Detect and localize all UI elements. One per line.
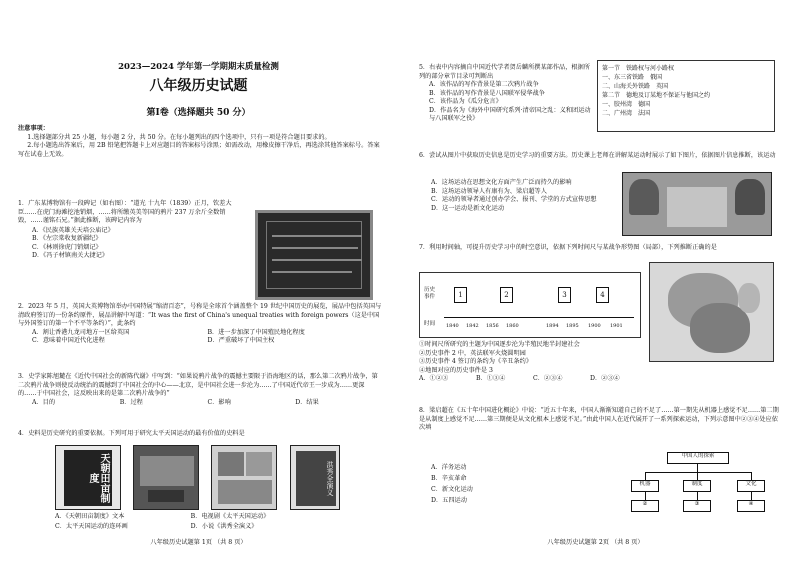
- option: B．电视剧《太平天国运动》: [190, 513, 270, 520]
- notice-item: 2.每小题选出答案后，用 2B 铅笔把答题卡上对应题目的答案标号涂黑；如需改动，用橡皮擦干净后，再选涂其他答案标号。答案写在试卷上无效。: [18, 142, 380, 158]
- novel-cover-image: [290, 445, 340, 510]
- statement: ③历史事件 4 签订的条约为《辛丑条约》: [419, 358, 533, 366]
- timeline-event-box: 2: [500, 287, 513, 303]
- diagram-node: 机器: [631, 480, 659, 492]
- timeline-year: 1840: [446, 323, 459, 329]
- option: D．五四运动: [431, 496, 467, 504]
- option: A．洋务运动: [431, 464, 467, 471]
- option: C．《林则徐虎门销烟记》: [32, 243, 102, 251]
- timeline-year: 1895: [566, 323, 579, 329]
- question-stem: 2．2023 年 5 月，英国大英博物馆举办中国特展“缩清百态”，号称是全球首个涵盖整个 19 世纪中国历史的展览，展品中包括英国与清政府签订的一份条约原件，展品讲解中写道：“It was the first of China's unequal treaties with foreign powers（这是中国与外国签订的第一个不平等条约）”，此条约: [18, 303, 382, 328]
- option-list: [419, 81, 594, 124]
- question-stem: 1．广东某博物馆有一段碑记（如右图）：“道光 十九年（1839）正月，钦差大臣……在虎门海滩挖池销烟，……将所缴英美等国的鸦片 237 万余斤全数销毁，……谨铭石兄。”据此推断，该碑记内容为: [18, 200, 232, 225]
- war-situation-map: [649, 262, 774, 362]
- option: B．过程: [119, 398, 143, 406]
- option: C．太平天国运动的连环画: [55, 522, 128, 530]
- question-stem: 7．利用时间轴，可提升历史学习中的时空意识，依据下列时间尺与某战争形势图（局部），下列推断正确的是: [419, 244, 717, 251]
- table-line: 一、东三省铁路 俄国: [602, 74, 663, 81]
- option: B．进一步加深了中国殖民地化程度: [207, 328, 305, 336]
- statement: ①时间尺所研究的主题为中国逐步沦为半殖民地半封建社会: [419, 341, 580, 348]
- question-7-statements: [419, 341, 647, 384]
- timeline-time-label: 时间: [424, 321, 436, 327]
- option: B．①③④: [476, 375, 506, 383]
- statement: ④地图对应的历史事件是 3: [419, 366, 493, 374]
- option: A．《民族英雄关天培公庙记》: [32, 226, 114, 234]
- option: C．新文化运动: [431, 485, 473, 493]
- option: A．目的: [32, 398, 56, 406]
- option: D．严重破坏了中国主权: [207, 337, 275, 345]
- timeline-year: 1900: [588, 323, 601, 329]
- timeline-year: 1856: [486, 323, 499, 329]
- option: A．①②③: [419, 375, 449, 383]
- diagram-top-box: 中国人的探索: [667, 452, 729, 464]
- book-title-text: 天朝田亩制度: [64, 450, 112, 506]
- timeline-axis: [444, 317, 634, 318]
- timeline-year: 1894: [546, 323, 559, 329]
- option: D．作品名为《海外中国研究系列·清帝国之乱：义和团运动与八国联军之役》: [429, 106, 591, 123]
- option-list: [18, 227, 243, 261]
- table-line: 第一节 铁路权与河小路权: [602, 65, 675, 72]
- question-stem: 4．史料是历史研究的重要依据。下列可用于研究太平天国运动的最有价值的史料是: [18, 430, 245, 437]
- table-line: 二、广州湾 法国: [602, 110, 651, 117]
- timeline-event-label: 历史事件: [424, 287, 436, 301]
- question-stem: 3．史学家陈旭麓在《近代中国社会的新陈代谢》中写到：“如果说鸦片战争的震撼主要限于沿海地区的话，那么第二次鸦片战争，第二次鸦片战争则使反动统治的震撼到了中国社会的中心——北京，是中国社会进一步沦为……了中国近代帝王一步成为……更深的……于中国社会，这反映出来的是第二次鸦片战争的”: [18, 373, 378, 398]
- question-5: [419, 64, 594, 124]
- timeline-event-box: 3: [558, 287, 571, 303]
- question-8-options: [431, 463, 541, 506]
- part-title: 第Ⅰ卷（选择题共 50 分）: [146, 108, 251, 118]
- table-line: 二、山海关外铁路 英国: [602, 83, 669, 90]
- diagram-node: 制度: [683, 480, 711, 492]
- question-4: [18, 430, 383, 439]
- question-8: [419, 407, 779, 433]
- option: B．该作品的写作背景是八国联军侵华战争: [429, 89, 545, 97]
- exam-title: 2023—2024 学年第一学期期末质量检测: [118, 62, 279, 72]
- option: C．意味着中国近代化进程: [32, 337, 105, 345]
- option: D．②③④: [590, 375, 620, 383]
- option: D．《冯子材镇南关大捷记》: [32, 252, 109, 260]
- option: A．割让香港九龙司地方一区给英国: [32, 328, 130, 336]
- movement-photo: [622, 172, 772, 236]
- question-stem: 8．梁启超在《五十年中国进化概论》中说：“近五十年来，中国人渐渐知道自己的不足了……第一期先从机器上感觉不足……第二期是从制度上感觉不足……第三期便是从文化根本上感觉不足。”由此中国人在近代展开了一系列探索运动，下列示意图中②③④处应依次填: [419, 407, 779, 432]
- timeline-year: 1860: [506, 323, 519, 329]
- chapter-table: [597, 60, 775, 132]
- question-stem: 5．右表中内容摘自中国近代学者贺岳麟所撰某部作品，根据所列的部分章节目录可判断出: [419, 64, 590, 80]
- subject-title: 八年级历史试题: [149, 78, 248, 94]
- timeline-year: 1901: [610, 323, 623, 329]
- question-6: [419, 152, 779, 161]
- option-list: [419, 375, 647, 384]
- option: A．该作品的写作背景是第二次鸦片战争: [429, 81, 539, 89]
- option: C．影响: [207, 398, 231, 406]
- question-7: [419, 244, 779, 253]
- option-list: [18, 329, 383, 346]
- table-line: 一、胶州湾 德国: [602, 101, 651, 108]
- option: B．《左宗棠收复新疆纪》: [32, 235, 102, 243]
- right-page: [397, 0, 794, 562]
- question-2: [18, 303, 383, 346]
- option: A．这场运动在思想文化方面产生广泛而持久的影响: [431, 179, 572, 186]
- option: B．辛亥革命: [431, 474, 467, 482]
- question-stem: 6．尝试从图片中获取历史信息是历史学习的重要方法。历史课上老师在讲解某运动时展示了如下图片，依据图片信息推断，该运动: [419, 152, 776, 159]
- option: C．②③④: [533, 375, 563, 383]
- option: D．小说《洪秀全演义》: [190, 522, 258, 530]
- timeline-box: [419, 272, 641, 338]
- option-list: [18, 399, 383, 408]
- timeline-event-box: 1: [454, 287, 467, 303]
- exploration-diagram: [627, 452, 777, 522]
- option: C．运动的领导者通过创办学会、报刊、学堂的方式宣传思想: [431, 196, 597, 204]
- diagram-blank: ②: [631, 500, 659, 512]
- table-line: 第二节 德地及订某地不保证与他国之约: [602, 92, 711, 99]
- notice-block: [18, 125, 383, 159]
- option-list: [55, 513, 295, 531]
- option: B．这场运动领导人有康有为、梁启超等人: [431, 187, 547, 195]
- diagram-blank: ③: [683, 500, 711, 512]
- comic-image: [211, 445, 277, 510]
- tv-still-image: [133, 445, 199, 510]
- novel-title-text: 洪秀全演义: [296, 451, 336, 506]
- book-cover-image: [55, 445, 121, 510]
- option: C．该作品为《瓜分危言》: [429, 98, 502, 106]
- page-footer: 八年级历史试题第 2页 （共 8 页）: [547, 539, 644, 547]
- option: D．这一运动是新文化运动: [431, 204, 505, 212]
- statement: ②历史事件 2 中，英法联军火烧圆明园: [419, 349, 526, 357]
- question-6-options: [431, 179, 616, 213]
- notice-item: 1.选择题部分共 25 小题，每小题 2 分，共 50 分。在每小题列出的四个选项中，只有一项是符合题目要求的。: [27, 133, 331, 141]
- timeline-year: 1842: [466, 323, 479, 329]
- page-footer: 八年级历史试题第 1页 （共 8 页）: [150, 539, 247, 547]
- option: D．结果: [295, 398, 319, 406]
- diagram-blank: ④: [737, 500, 765, 512]
- option: A．《天朝田亩制度》文本: [55, 513, 125, 520]
- timeline-event-box: 4: [596, 287, 609, 303]
- notice-heading: 注意事项：: [18, 125, 49, 132]
- question-3: [18, 373, 383, 407]
- question-1: [18, 200, 243, 261]
- stele-photo: [255, 210, 373, 300]
- diagram-node: 文化: [737, 480, 765, 492]
